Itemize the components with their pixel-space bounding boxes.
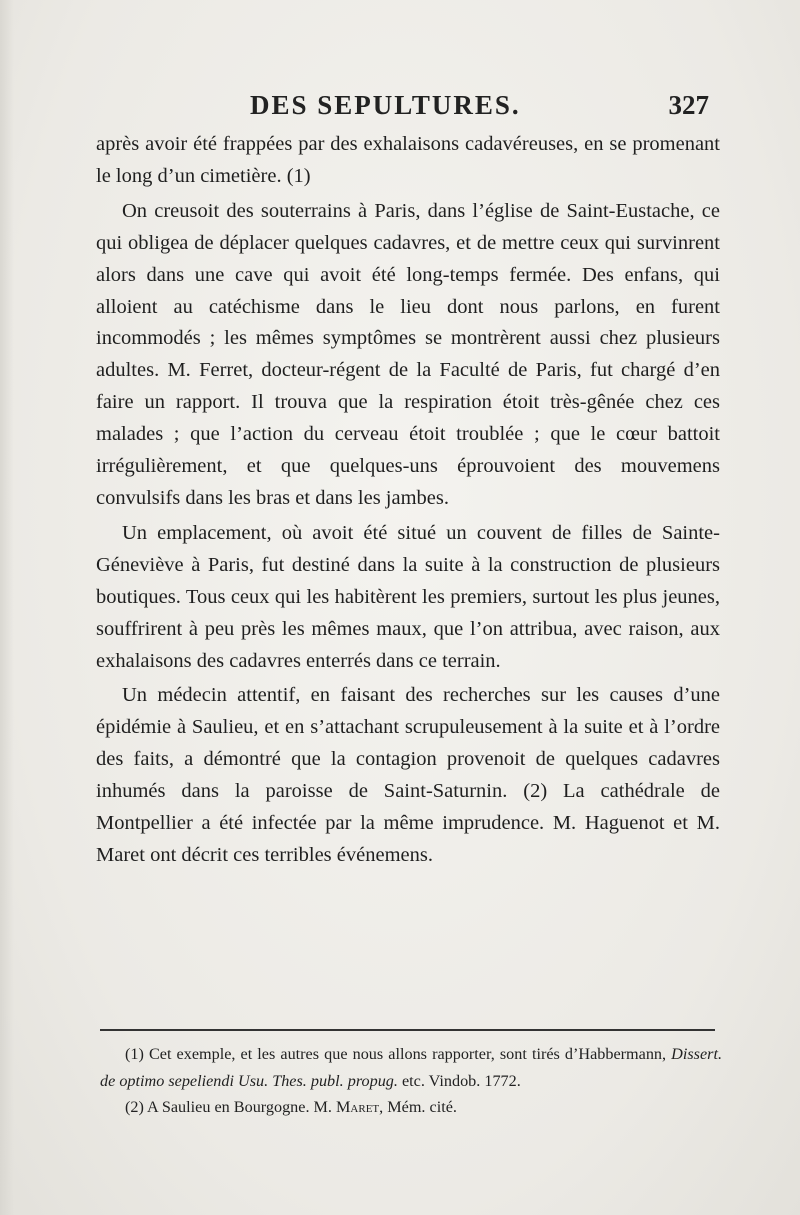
page-gutter-shadow <box>0 0 14 1215</box>
footnote-1-title: Dissert. de optimo sepeliendi Usu. Thes. publ. propug. <box>100 1045 722 1090</box>
footnote-rule <box>100 1029 715 1031</box>
paragraph-saulieu: Un médecin attentif, en faisant des recherches sur les causes d’une épidémie à Saulieu, et en s’attachant scrupuleusement à la suite et à l’ordre des faits, a démontré que la contagion provenoit de quelques cadavres inhumés dans la paroisse de Saint-Saturnin. (2) La cathédrale de Montpellier a été infectée par la même imprudence. M. Haguenot et M. Maret ont décrit ces terribles événemens. <box>96 684 720 866</box>
page-header <box>95 90 715 130</box>
body-text <box>96 129 720 872</box>
page-number: 327 <box>668 90 709 120</box>
footnote-1-text-b: etc. Vindob. 1772. <box>397 1071 521 1090</box>
footnote-2 <box>100 1094 722 1121</box>
footnote-1-text-a: (1) Cet exemple, et les autres que nous allons rapporter, sont tirés d’Habbermann, <box>125 1045 672 1063</box>
footnotes <box>100 1041 722 1121</box>
paragraph-sainte-genevieve: Un emplacement, où avoit été situé un couvent de filles de Sainte-Géneviève à Paris, fut destiné dans la suite à la construction de plusieurs boutiques. Tous ceux qui les habitèrent les premiers, surtout les plus jeunes, souffrirent à peu près les mêmes maux, que l’on attribua, avec raison, aux exhalaisons des cadavres enterrés dans ce terrain. <box>96 521 720 672</box>
footnote-2-text-a: (2) A Saulieu en Bourgogne. M. <box>125 1098 337 1116</box>
paragraph-saint-eustache: On creusoit des souterrains à Paris, dans l’église de Saint-Eustache, ce qui obligea de déplacer quelques cadavres, et de mettre ceux qui survinrent alors dans une cave qui avoit été long-temps fermée. Des enfans, qui alloient au catéchisme dans le lieu dont nous parlons, en furent incommodés ; les mêmes symptômes se montrèrent aussi chez plusieurs adultes. M. Ferret, docteur-régent de la Faculté de Paris, fut chargé d’en faire un rapport. Il trouva que la respiration étoit très-gênée chez ces malades ; que l’action du cerveau étoit troublée ; que le cœur battoit irrégulièrement, et que quelques-uns éprouvoient des mouvemens convulsifs dans les bras et dans les jambes. <box>96 199 720 509</box>
footnote-2-text-b: , Mém. cité. <box>379 1098 457 1116</box>
footnote-1 <box>100 1041 722 1094</box>
running-title: DES SEPULTURES. <box>250 90 521 120</box>
paragraph-continuation: après avoir été frappées par des exhalaisons cadavéreuses, en se promenant le long d’un cimetière. (1) <box>96 133 720 187</box>
footnote-2-author: Maret <box>336 1098 380 1116</box>
